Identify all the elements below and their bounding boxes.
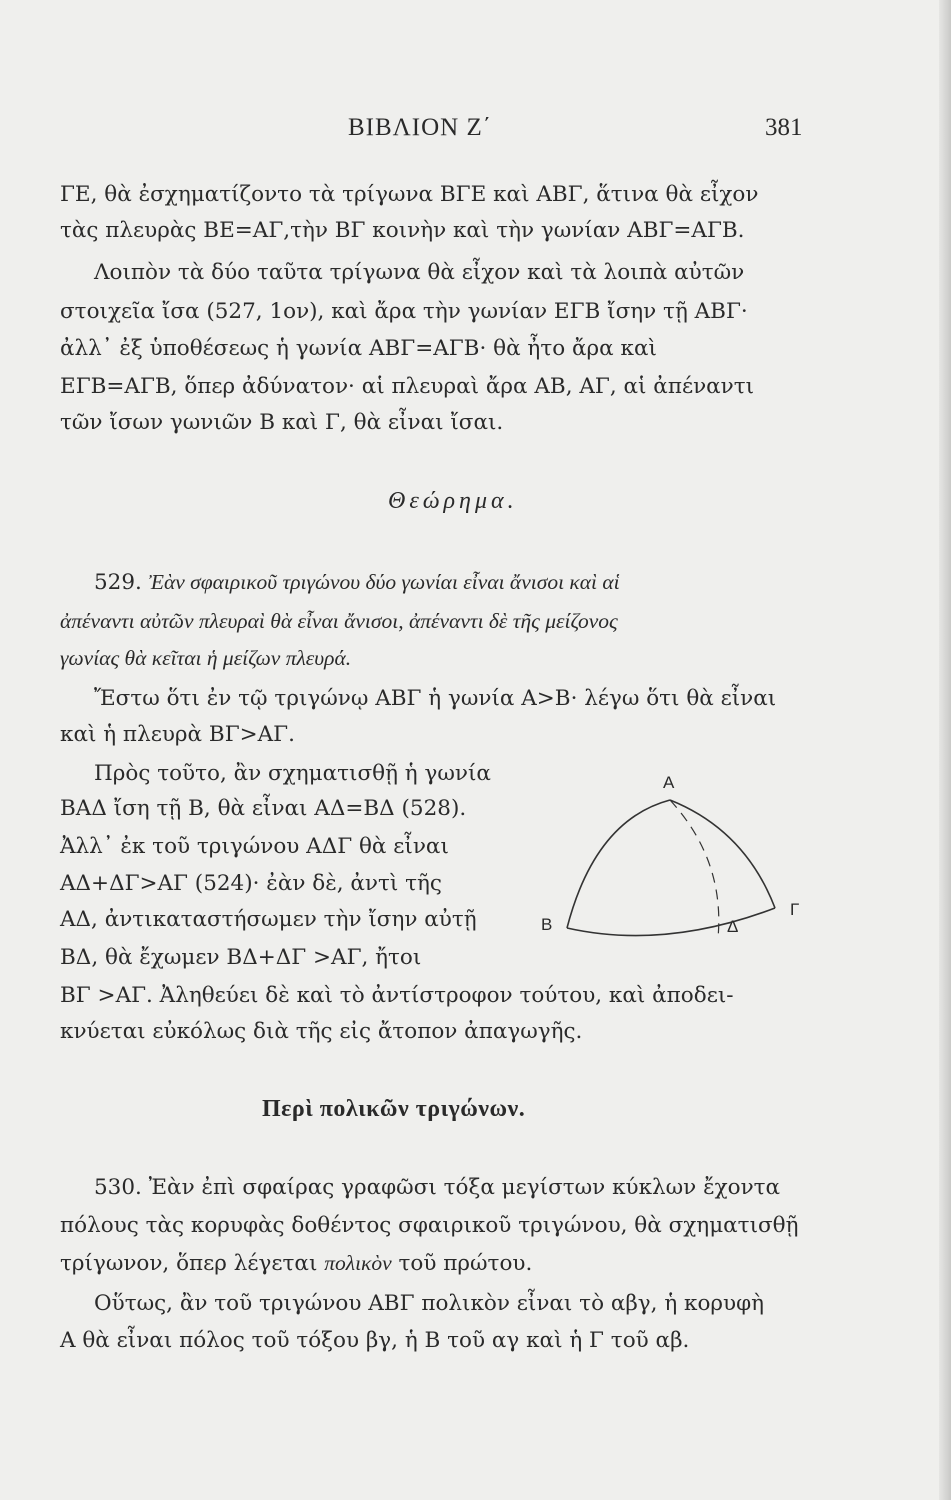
spherical-triangle-figure xyxy=(535,760,815,950)
figure-label-b: Β xyxy=(541,915,553,934)
text-line: ΒΔ, θὰ ἔχωμεν ΒΔ+ΔΓ >ΑΓ, ἤτοι xyxy=(60,945,422,970)
theorem-line: ἀπέναντι αὐτῶν πλευραὶ θὰ εἶναι ἄνισοι, ἀπέναντι δὲ τῆς μείζονος xyxy=(60,609,618,633)
theorem-line xyxy=(94,567,620,598)
arc-ad-dashed xyxy=(670,800,719,938)
text-line: ΒΓ >ΑΓ. Ἀληθεύει δὲ καὶ τὸ ἀντίστροφον τούτου, καὶ ἀποδει- xyxy=(60,983,734,1008)
text-line xyxy=(60,1248,532,1279)
text-line: τὰς πλευρὰς ΒΕ=ΑΓ,τὴν ΒΓ κοινὴν καὶ τὴν γωνίαν ΑΒΓ=ΑΓΒ. xyxy=(60,218,745,243)
section-heading: Περὶ πολικῶν τριγώνων. xyxy=(262,1096,526,1122)
text-line: Α θὰ εἶναι πόλος τοῦ τόξου βγ, ἡ Β τοῦ αγ καὶ ἡ Γ τοῦ αβ. xyxy=(60,1328,690,1353)
text-line: ΕΓΒ=ΑΓΒ, ὅπερ ἀδύνατον· αἱ πλευραὶ ἄρα ΑΒ, ΑΓ, αἱ ἀπέναντι xyxy=(60,374,755,399)
text-line: ΒΑΔ ἴση τῇ Β, θὰ εἶναι ΑΔ=ΒΔ (528). xyxy=(60,796,467,821)
arc-ab xyxy=(567,800,670,928)
running-header: ΒΙΒΛΙΟΝ Ζ΄ xyxy=(348,114,493,141)
text-line: ΑΔ, ἀντικαταστήσωμεν τὴν ἴσην αὐτῇ xyxy=(60,907,477,932)
text-line: ἀλλ᾽ ἐξ ὑποθέσεως ἡ γωνία ΑΒΓ=ΑΓΒ· θὰ ἦτο ἄρα καὶ xyxy=(60,336,657,361)
theorem-statement: Ἐὰν σφαιρικοῦ τριγώνου δύο γωνίαι εἶναι ἄνισοι καὶ αἱ xyxy=(148,570,620,594)
arc-bg xyxy=(567,908,775,936)
text-line: Ἔστω ὅτι ἐν τῷ τριγώνῳ ΑΒΓ ἡ γωνία Α>Β· λέγω ὅτι θὰ εἶναι xyxy=(94,686,777,711)
page-number: 381 xyxy=(765,114,803,141)
theorem-line: γωνίας θὰ κεῖται ἡ μείζων πλευρά. xyxy=(60,646,352,670)
text-line: τῶν ἴσων γωνιῶν Β καὶ Γ, θὰ εἶναι ἴσαι. xyxy=(60,410,504,435)
theorem-number: 529. xyxy=(94,570,142,595)
text-line: πόλους τὰς κορυφὰς δοθέντος σφαιρικοῦ τριγώνου, θὰ σχηματισθῇ xyxy=(60,1213,799,1238)
text-line: Λοιπὸν τὰ δύο ταῦτα τρίγωνα θὰ εἶχον καὶ τὰ λοιπὰ αὐτῶν xyxy=(94,260,745,285)
text-line: κνύεται εὐκόλως διὰ τῆς εἰς ἄτοπον ἀπαγωγῆς. xyxy=(60,1019,583,1044)
figure-label-g: Γ xyxy=(790,900,800,919)
figure-label-d: Δ xyxy=(727,917,739,936)
text-segment: τοῦ πρώτου. xyxy=(398,1251,533,1276)
text-line: καὶ ἡ πλευρὰ ΒΓ>ΑΓ. xyxy=(60,722,295,747)
text-line: 530. Ἐὰν ἐπὶ σφαίρας γραφῶσι τόξα μεγίστων κύκλων ἔχοντα xyxy=(94,1175,781,1200)
figure-label-a: Α xyxy=(663,773,675,792)
arc-ag xyxy=(670,800,775,908)
emphasized-term: πολικὸν xyxy=(324,1251,392,1275)
text-line: Πρὸς τοῦτο, ἂν σχηματισθῇ ἡ γωνία xyxy=(94,761,491,786)
text-line: ΑΔ+ΔΓ>ΑΓ (524)· ἐὰν δὲ, ἀντὶ τῆς xyxy=(60,871,442,896)
text-line: στοιχεῖα ἴσα (527, 1ον), καὶ ἄρα τὴν γωνίαν ΕΓΒ ἴσην τῇ ΑΒΓ· xyxy=(60,299,748,324)
page-edge-shadow xyxy=(939,0,951,1500)
theorem-heading: Θεώρημα. xyxy=(388,488,518,514)
text-segment: τρίγωνον, ὅπερ λέγεται xyxy=(60,1251,318,1276)
text-line: Ἀλλ᾽ ἐκ τοῦ τριγώνου ΑΔΓ θὰ εἶναι xyxy=(60,834,449,859)
text-line: Οὕτως, ἂν τοῦ τριγώνου ΑΒΓ πολικὸν εἶναι τὸ αβγ, ἡ κορυφὴ xyxy=(94,1291,765,1316)
text-line: ΓΕ, θὰ ἐσχηματίζοντο τὰ τρίγωνα ΒΓΕ καὶ ΑΒΓ, ἅτινα θὰ εἶχον xyxy=(60,182,759,207)
